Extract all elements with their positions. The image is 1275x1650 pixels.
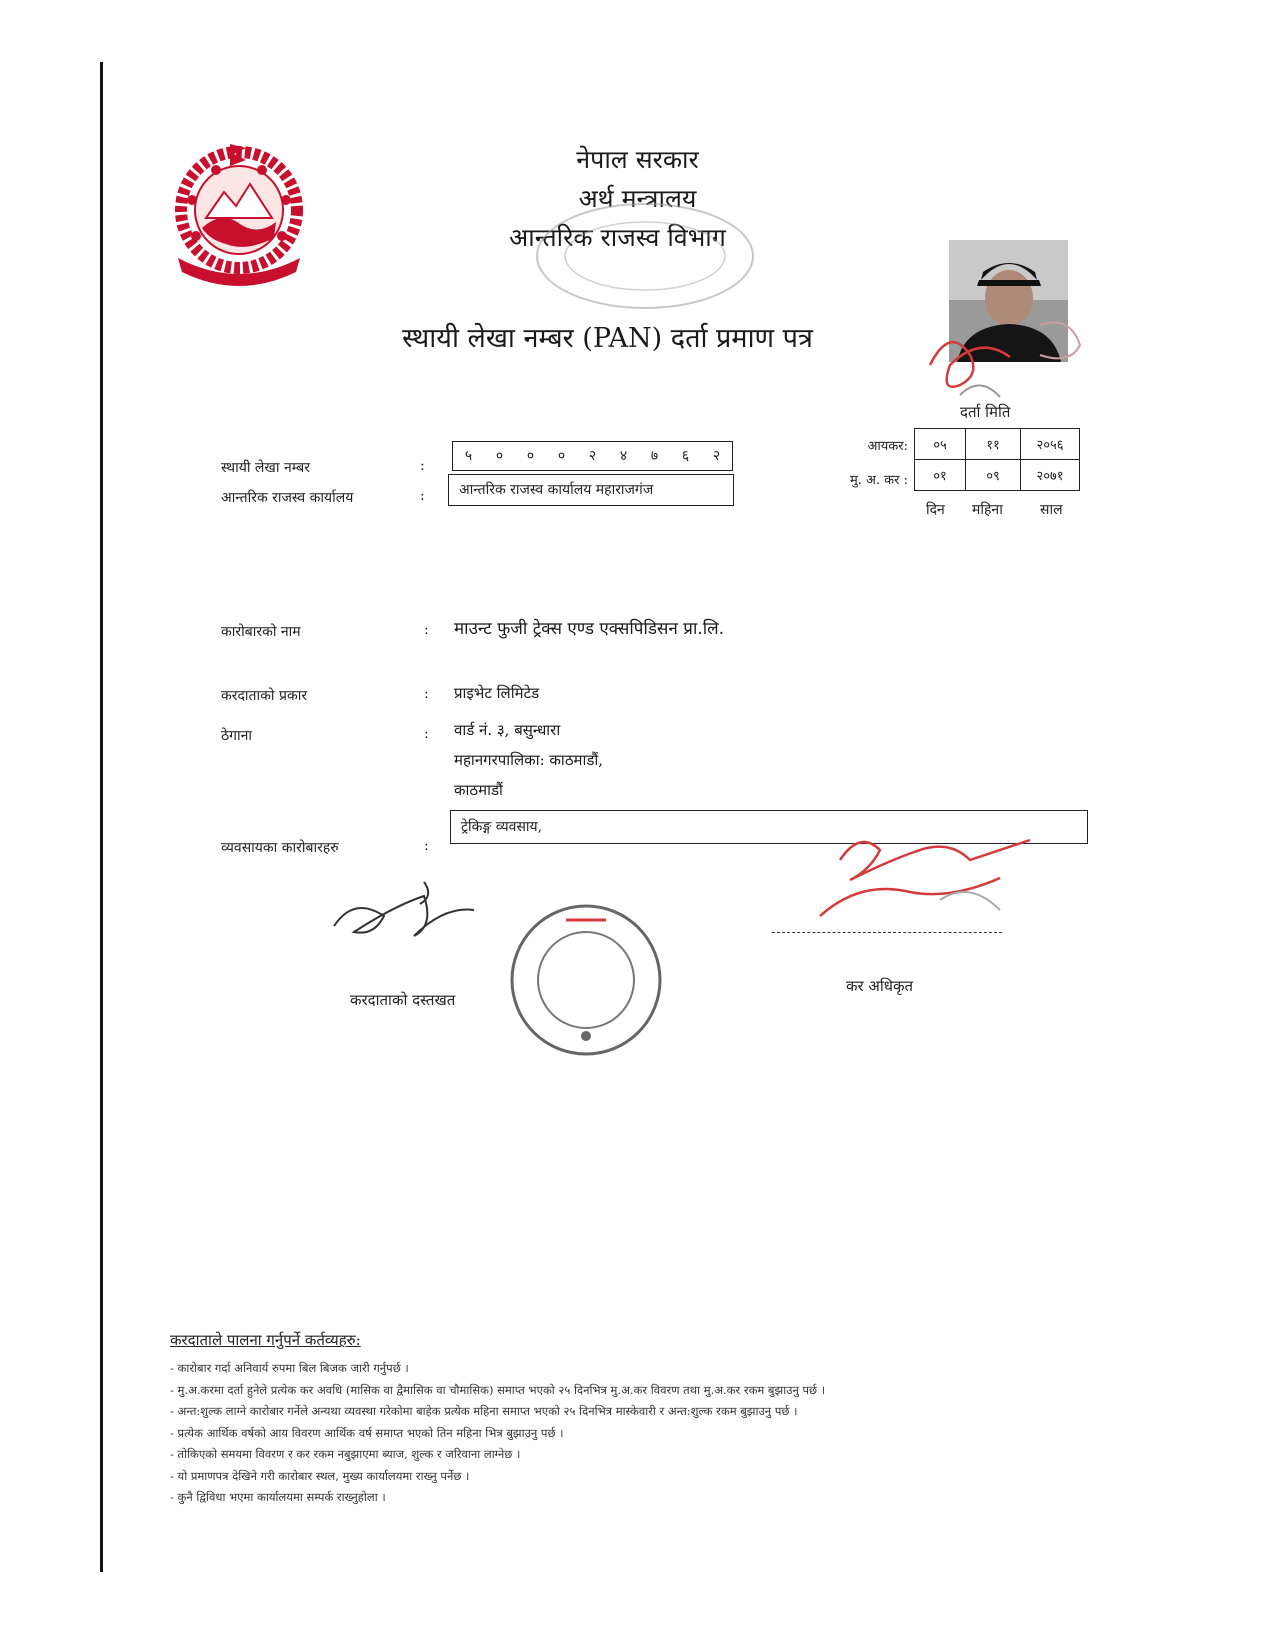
taxpayer-duties xyxy=(170,1330,1090,1509)
header-line-1: नेपाल सरकार xyxy=(576,145,699,174)
office-label: आन्तरिक राजस्व कार्यालय xyxy=(221,490,354,506)
income-tax-day: ०५ xyxy=(915,429,966,460)
table-row xyxy=(915,460,1080,491)
list-item: - तोकिएको समयमा विवरण र कर रकम नबुझाएमा ब्याज, शुल्क र जरिवाना लाग्नेछ । xyxy=(170,1447,521,1461)
income-tax-month: ११ xyxy=(966,429,1021,460)
taxpayer-type-label: करदाताको प्रकार xyxy=(221,688,308,704)
duties-title: करदाताले पालना गर्नुपर्ने कर्तव्यहरु: xyxy=(170,1331,361,1349)
list-item: - कुनै द्विविधा भएमा कार्यालयमा सम्पर्क राख्नुहोला । xyxy=(170,1490,386,1504)
vat-label: मु. अ. कर : xyxy=(849,473,908,488)
vat-month: ०९ xyxy=(966,460,1021,491)
scan-edge xyxy=(100,62,103,1572)
vat-day: ०१ xyxy=(915,460,966,491)
address-colon: : xyxy=(424,726,429,742)
header-line-2: अर्थ मन्त्रालय xyxy=(578,184,697,213)
certificate-title: स्थायी लेखा नम्बर (PAN) दर्ता प्रमाण पत्र xyxy=(402,323,813,354)
pan-digit: ७ xyxy=(650,448,659,464)
pan-label: स्थायी लेखा नम्बर xyxy=(221,460,310,476)
business-name-value: माउन्ट फुजी ट्रेक्स एण्ड एक्सपिडिसन प्रा.लि. xyxy=(454,619,725,639)
list-item: - यो प्रमाणपत्र देखिने गरी कारोबार स्थल, मुख्य कार्यालयमा राख्नु पर्नेछ । xyxy=(170,1468,470,1483)
list-item: - प्रत्येक आर्थिक वर्षको आय विवरण आर्थिक वर्ष समाप्त भएको तिन महिना भित्र बुझाउनु पर्छ । xyxy=(170,1425,564,1440)
registration-date-heading: दर्ता मिति xyxy=(960,403,1011,421)
pan-digit: ६ xyxy=(681,448,690,464)
address-line-1: वार्ड नं. ३, बसुन्धारा xyxy=(454,721,561,739)
pan-colon: : xyxy=(420,458,425,474)
income-tax-label: आयकर: xyxy=(867,439,908,454)
activities-label: व्यवसायका कारोबारहरु xyxy=(221,840,339,856)
taxpayer-signature-label: करदाताको दस्तखत xyxy=(350,991,456,1009)
officer-signature-line xyxy=(772,932,1002,933)
header-line-3: आन्तरिक राजस्व विभाग xyxy=(509,223,726,252)
pan-digit: ० xyxy=(526,448,535,464)
income-tax-year: २०५६ xyxy=(1021,429,1080,460)
list-item: - अन्त:शुल्क लाग्ने कारोबार गर्नेले अन्यथा व्यवस्था गरेकोमा बाहेक प्रत्येक महिना समाप्त भएको २५ दिनभित्र मास्केवारी र अन्त:शुल्क रकम बुझाउनु पर्छ । xyxy=(170,1404,798,1418)
taxpayer-signature-icon xyxy=(324,876,494,956)
address-label: ठेगाना xyxy=(221,728,253,744)
company-stamp-icon xyxy=(506,900,666,1060)
pan-digit: ० xyxy=(557,448,566,464)
taxpayer-type-colon: : xyxy=(424,686,429,702)
table-row xyxy=(915,429,1080,460)
office-stamp-icon xyxy=(530,196,760,316)
date-day-label: दिन xyxy=(926,502,945,518)
office-colon: : xyxy=(420,488,425,504)
date-month-label: महिना xyxy=(972,502,1003,518)
officer-signature-icon xyxy=(800,820,1050,950)
activities-colon: : xyxy=(424,838,429,854)
photo-signature-stamp xyxy=(920,305,1100,415)
business-name-colon: : xyxy=(424,622,429,638)
pan-digit: २ xyxy=(588,448,597,464)
business-name-label: कारोबारको नाम xyxy=(221,624,301,640)
pan-digit: ५ xyxy=(464,448,473,464)
date-year-label: साल xyxy=(1040,502,1063,518)
pan-digit: ४ xyxy=(619,448,628,464)
pan-digit: २ xyxy=(712,448,721,464)
taxpayer-type-value: प्राइभेट लिमिटेड xyxy=(454,684,540,702)
pan-digit: ० xyxy=(495,448,504,464)
address-line-2: महानगरपालिका: काठमाडौं, xyxy=(454,751,604,769)
activities-value: ट्रेकिङ्ग व्यवसाय, xyxy=(450,810,1088,844)
vat-year: २०७१ xyxy=(1021,460,1080,491)
address-line-3: काठमाडौं xyxy=(454,781,503,799)
pan-digit-boxes xyxy=(452,441,733,471)
list-item: - मु.अ.करमा दर्ता हुनेले प्रत्येक कर अवधि (मासिक वा द्वैमासिक वा चौमासिक) समाप्त भएको २५ दिनभित्र मु.अ.कर विवरण तथा मु.अ.कर रकम बुझाउनु पर्छ । xyxy=(170,1382,826,1397)
office-value: आन्तरिक राजस्व कार्यालय महाराजगंज xyxy=(448,474,734,506)
list-item: - कारोबार गर्दा अनिवार्य रुपमा बिल बिजक जारी गर्नुपर्छ । xyxy=(170,1361,409,1375)
officer-signature-label: कर अधिकृत xyxy=(846,977,914,995)
registration-date-table xyxy=(914,428,1080,491)
